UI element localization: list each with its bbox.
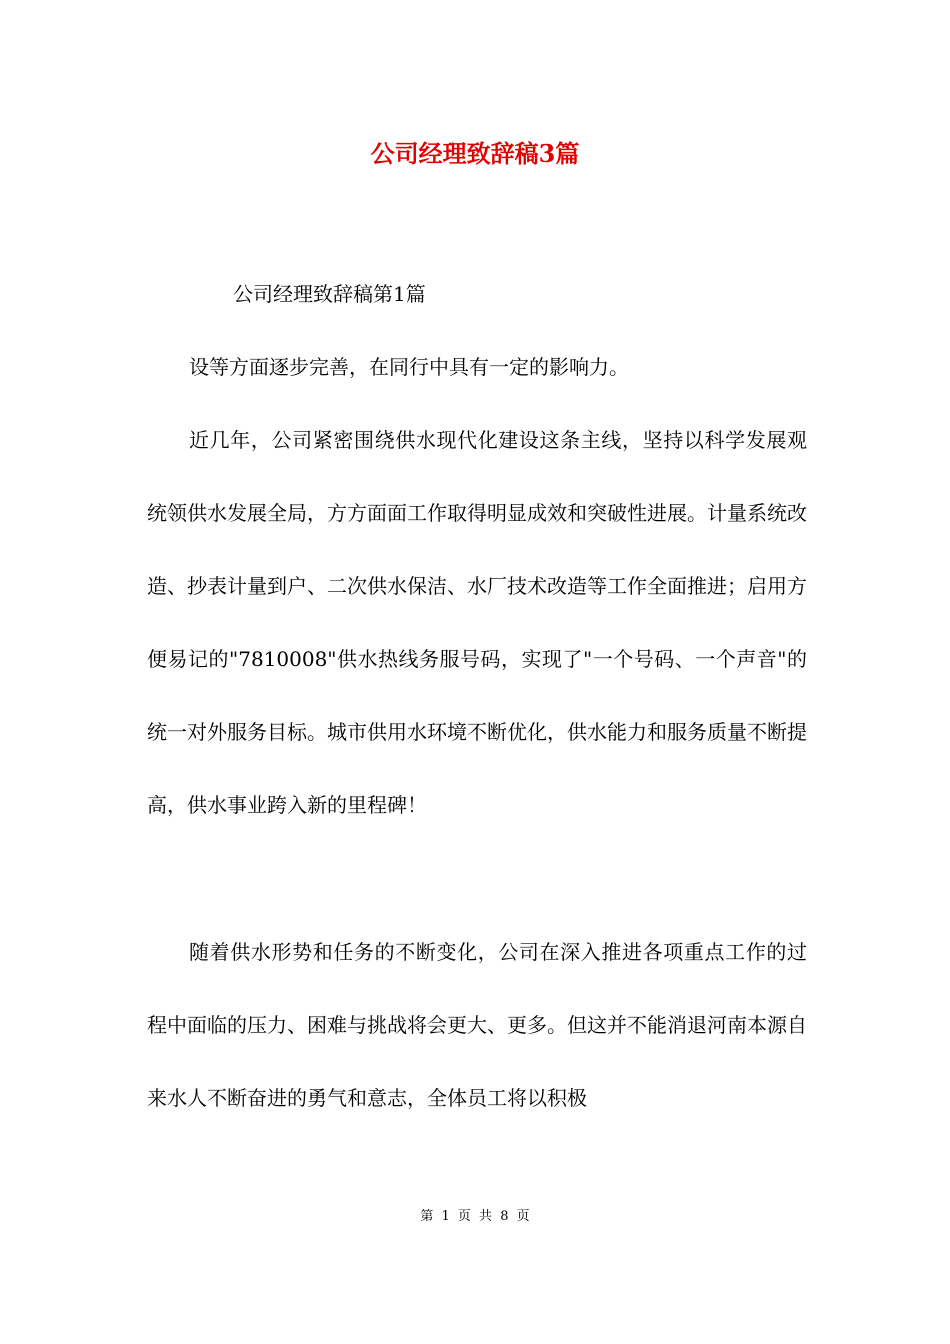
paragraph-1: 设等方面逐步完善，在同行中具有一定的影响力。: [189, 355, 629, 379]
section-heading: 公司经理致辞稿第1篇: [233, 282, 426, 306]
paragraph-2: 近几年，公司紧密围绕供水现代化建设这条主线，坚持以科学发展观统领供水发展全局，方方面面工作取得明显成效和突破性进展。计量系统改造、抄表计量到户、二次供水保洁、水厂技术改造等工作全面推进；启用方便易记的"7810008"供水热线务服号码，实现了"一个号码、一个声音"的统一对外服务目标。城市供用水环境不断优化，供水能力和服务质量不断提高，供水事业跨入新的里程碑！: [147, 428, 807, 817]
page-footer: 第 1 页 共 8 页: [420, 1209, 530, 1224]
document-title: 公司经理致辞稿3篇: [370, 139, 580, 168]
paragraph-3: 随着供水形势和任务的不断变化，公司在深入推进各项重点工作的过程中面临的压力、困难与挑战将会更大、更多。但这并不能消退河南本源自来水人不断奋进的勇气和意志，全体员工将以积极: [147, 940, 807, 1110]
